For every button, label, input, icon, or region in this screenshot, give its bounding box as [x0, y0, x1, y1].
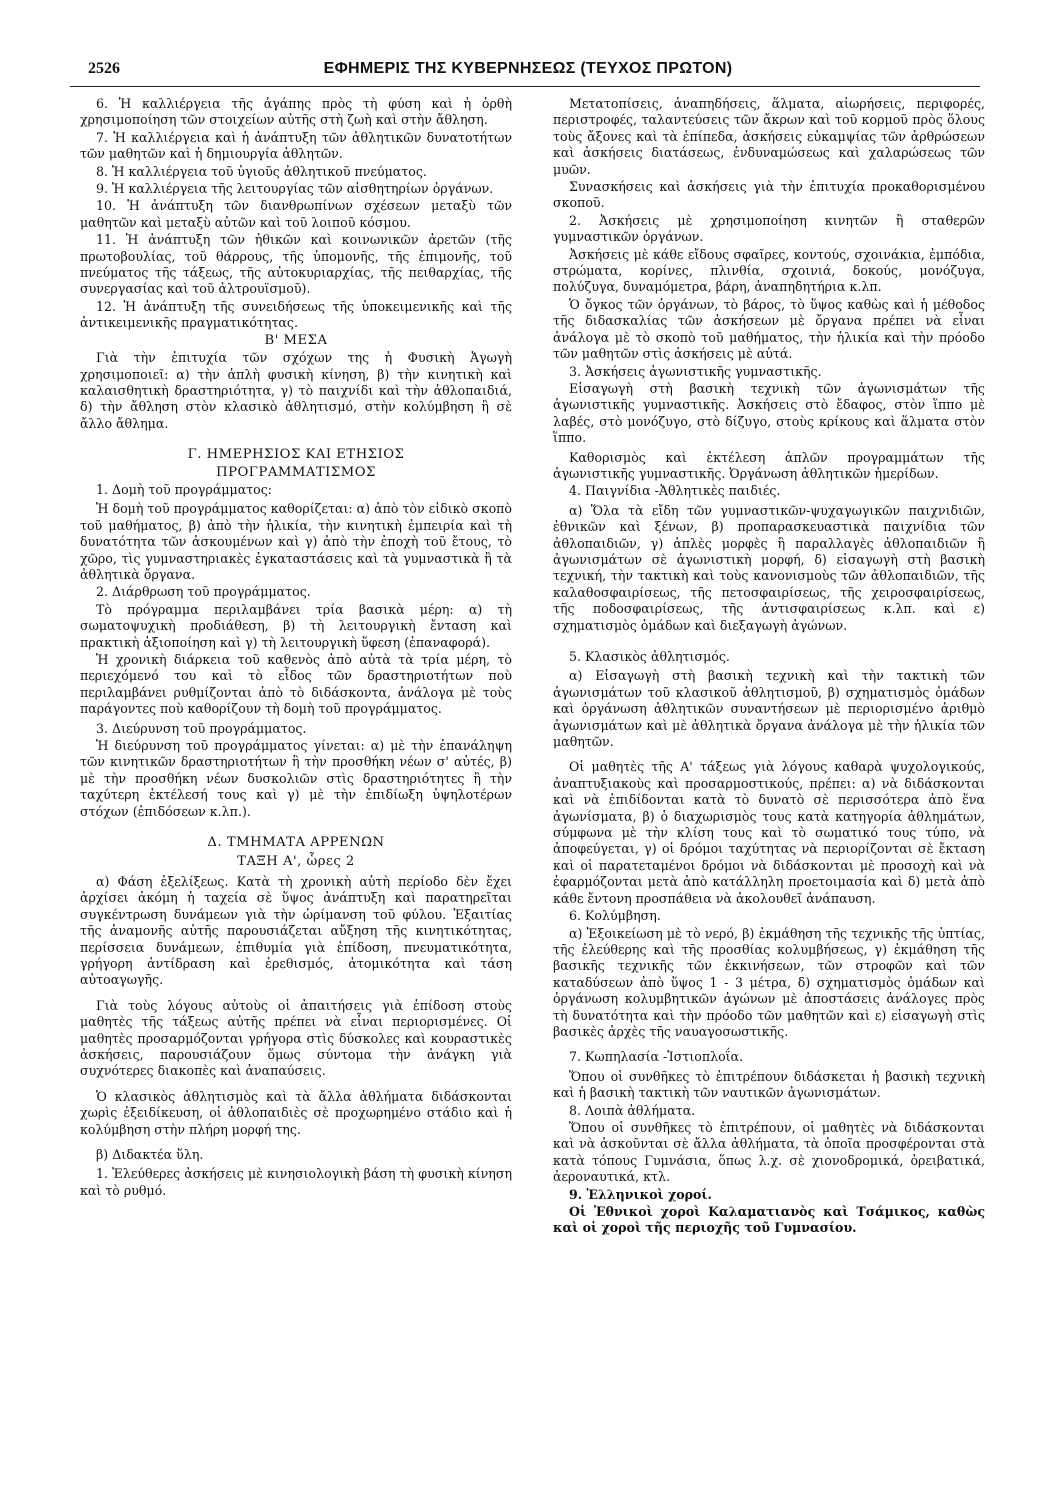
paragraph: Καθορισμὸς καὶ ἐκτέλεση ἁπλῶν προγραμμάτων τῆς ἀγωνιστικῆς γυμναστικῆς. Ὀργάνωση ἀθλητικῶν ἡμερίδων. [553, 449, 985, 481]
paragraph: 9. Ἡ καλλιέργεια τῆς λειτουργίας τῶν αἰσθητηρίων ὀργάνων. [96, 181, 494, 197]
paragraph: 1. Ἐλεύθερες ἀσκήσεις μὲ κινησιολογικὴ βάση τὴ φυσικὴ κίνηση καὶ τὸ ρυθμό. [80, 1166, 512, 1198]
paragraph: α) Φάση ἐξελίξεως. Κατὰ τὴ χρονικὴ αὐτὴ περίοδο δὲν ἔχει ἀρχίσει ἀκόμη ἡ ταχεία σὲ ὕψος ἀνάπτυξη καὶ παρατηρεῖται συγκέντρωση δυνάμεων γιὰ τὴν ὡρίμανση τοῦ φύλου. Ἐξαιτίας τῆς ἀναμονῆς αὐτῆς παρουσιάζεται αὔξηση τῆς κινητικότητας, περίσσεια δυνάμεων, ἐπιθυμία γιὰ ἐπίδοση, πνευματικότητα, γρήγορη ἀντίδραση καὶ ἐρεθισμός, ἀτομικότητα καὶ τάση αὐτοαγωγῆς. [80, 873, 512, 988]
section-heading: Β' ΜΕΣΑ [264, 332, 328, 348]
paragraph: Οἱ μαθητὲς τῆς Α' τάξεως γιὰ λόγους καθαρὰ ψυχολογικούς, ἀναπτυξιακοὺς καὶ προσαρμοστικούς, πρέπει: α) νὰ διδάσκονται καὶ νὰ ἐπιδίδονται κατὰ τὸ δυνατὸ σὲ περισσότερα ἀπὸ ἕνα ἀγωνίσματα, β) ὁ διαχωρισμὸς τους κατὰ κατηγορία ἀθλημάτων, σύμφωνα μὲ τὴν κλίση τους καὶ τὸ σωματικό τους τύπο, νὰ ἀποφεύγεται, γ) οἱ δρόμοι ταχύτητας νὰ περιορίζονται σὲ ἔκταση καὶ οἱ παρατεταμένοι δρόμοι νὰ διδάσκονται μὲ προσοχὴ καὶ νὰ ἐφαρμόζονται μετὰ ἀπὸ κατάλληλη προετοιμασία καὶ δ) μετὰ ἀπὸ κάθε ἔντονη προσπάθεια νὰ ἀκολουθεῖ ἀνάπαυση. [553, 759, 985, 906]
paragraph: Μετατοπίσεις, ἀναπηδήσεις, ἅλματα, αἰωρήσεις, περιφορές, περιστροφές, ταλαντεύσεις τῶν ἄκρων καὶ τοῦ κορμοῦ πρὸς ὅλους τοὺς ἄξονες καὶ τὰ ἐπίπεδα, ἀσκήσεις εὐκαμψίας τῶν ἀρθρώσεων καὶ ἀσκήσεις διατάσεως, ἐνδυναμώσεως καὶ χαλαρώσεως τῶν μυῶν. [553, 96, 985, 177]
paragraph: Ἀσκήσεις μὲ κάθε εἴδους σφαῖρες, κοντούς, σχοινάκια, ἐμπόδια, στρώματα, κορίνες, πλινθία, σχοινιά, δοκούς, μονόζυγα, πολύζυγα, δυναμόμετρα, βάρη, ἀναπηδητήρια κ.λπ. [553, 246, 985, 295]
paragraph: Εἰσαγωγὴ στὴ βασικὴ τεχνικὴ τῶν ἀγωνισμάτων τῆς ἀγωνιστικῆς γυμναστικῆς. Ἀσκήσεις στὸ ἔδαφος, στὸν ἵππο μὲ λαβές, στὸ μονόζυγο, στὸ δίζυγο, στοὺς κρίκους καὶ ἅλματα στὸν ἵππο. [553, 380, 985, 446]
paragraph: 6. Ἡ καλλιέργεια τῆς ἀγάπης πρὸς τὴ φύση καὶ ἡ ὀρθὴ χρησιμοποίηση τῶν στοιχείων αὐτῆς στὴ ζωὴ καὶ στὴν ἄθληση. [80, 96, 512, 128]
section-heading: Γ. ΗΜΕΡΗΣΙΟΣ ΚΑΙ ΕΤΗΣΙΟΣ [187, 447, 405, 463]
paragraph: 4. Παιγνίδια -Ἀθλητικὲς παιδιές. [569, 483, 781, 499]
paragraph: 2. Ἀσκήσεις μὲ χρησιμοποίηση κινητῶν ἢ σταθερῶν γυμναστικῶν ὀργάνων. [553, 212, 985, 245]
paragraph: 8. Ἡ καλλιέργεια τοῦ ὑγιοῦς ἀθλητικοῦ πνεύματος. [96, 163, 427, 179]
paragraph: 9. Ἑλληνικοὶ χοροί. [569, 1186, 712, 1202]
section-heading: Δ. ΤΜΗΜΑΤΑ ΑΡΡΕΝΩΝ [207, 835, 385, 851]
paragraph: 3. Ἀσκήσεις ἀγωνιστικῆς γυμναστικῆς. [569, 363, 822, 379]
paragraph: Τὸ πρόγραμμα περιλαμβάνει τρία βασικὰ μέρη: α) τὴ σωματοψυχικὴ προδιάθεση, β) τὴ λειτουργικὴ ἔνταση καὶ πρακτικὴ ἀξιοποίηση καὶ γ) τὴ λειτουργικὴ ὕφεση (ἐπαναφορά). [80, 601, 512, 650]
right-column [553, 96, 985, 1238]
header-rule [70, 86, 980, 87]
paragraph: Οἱ Ἐθνικοὶ χοροὶ Καλαματιανὸς καὶ Τσάμικος, καθὼς καὶ οἱ χοροὶ τῆς περιοχῆς τοῦ Γυμνασίου. [553, 1204, 985, 1236]
paragraph: 5. Κλασικὸς ἀθλητισμός. [569, 649, 730, 664]
paragraph: β) Διδακτέα ὕλη. [96, 1146, 204, 1162]
section-heading: ΠΡΟΓΡΑΜΜΑΤΙΣΜΟΣ [216, 464, 376, 480]
paragraph: 1. Δομὴ τοῦ προγράμματος: [96, 481, 273, 497]
paragraph: 8. Λοιπὰ ἀθλήματα. [569, 1102, 696, 1118]
paragraph: 10. Ἡ ἀνάπτυξη τῶν διανθρωπίνων σχέσεων μεταξὺ τῶν μαθητῶν καὶ μεταξὺ αὐτῶν καὶ τοῦ λοιποῦ κόσμου. [80, 198, 512, 230]
paragraph: Συνασκήσεις καὶ ἀσκήσεις γιὰ τὴν ἐπιτυχία προκαθορισμένου σκοποῦ. [553, 179, 985, 211]
paragraph: Ὁ κλασικὸς ἀθλητισμὸς καὶ τὰ ἄλλα ἀθλήματα διδάσκονται χωρὶς ἐξειδίκευση, οἱ ἀθλοπαιδιὲς σὲ προχωρημένο στάδιο καὶ ἡ κολύμβηση στὴν πλήρη μορφή της. [80, 1088, 512, 1137]
paragraph: 6. Κολύμβηση. [569, 908, 661, 924]
paragraph: 7. Ἡ καλλιέργεια καὶ ἡ ἀνάπτυξη τῶν ἀθλητικῶν δυνατοτήτων τῶν μαθητῶν καὶ ἡ δημιουργία ἀθλητῶν. [80, 129, 512, 162]
paragraph: 11. Ἡ ἀνάπτυξη τῶν ἠθικῶν καὶ κοινωνικῶν ἀρετῶν (τῆς πρωτοβουλίας, τοῦ θάρρους, τῆς ὑπομονῆς, τῆς ἐπιμονῆς, τοῦ πνεύματος τῆς τάξεως, τῆς αὐτοκυριαρχίας, τῆς πειθαρχίας, τῆς συνεργασίας καὶ τοῦ ἀλτρουϊσμοῦ). [80, 232, 512, 297]
paragraph: Ὅπου οἱ συνθῆκες τὸ ἐπιτρέπουν διδάσκεται ἡ βασικὴ τεχνικὴ καὶ ἡ βασικὴ τακτικὴ τῶν ναυτικῶν ἀγωνισμάτων. [553, 1068, 985, 1101]
paragraph: Ὅπου οἱ συνθῆκες τὸ ἐπιτρέπουν, οἱ μαθητὲς νὰ διδάσκονται καὶ νὰ ἀσκοῦνται σὲ ἄλλα ἀθλήματα, τὰ ὁποῖα προσφέρονται στὰ κατὰ τόπους Γυμνάσια, ὅπως λ.χ. σὲ χιονοδρομικά, ὀρειβατικά, ἀεροναυτικά, κτλ. [553, 1119, 985, 1185]
paragraph: 2. Διάρθρωση τοῦ προγράμματος. [96, 584, 311, 600]
paragraph: Ἡ δομὴ τοῦ προγράμματος καθορίζεται: α) ἀπὸ τὸν εἰδικὸ σκοπὸ τοῦ μαθήματος, β) ἀπὸ τὴν ἡλικία, τὴν κινητικὴ ἐμπειρία καὶ τὴ δυνατότητα τῶν ἀσκουμένων καὶ γ) ἀπὸ τὴν ἐποχὴ τοῦ ἔτους, τὸ χῶρο, τὶς γυμναστηριακὲς ἐγκαταστάσεις καὶ τὰ γυμναστικὰ ἢ τὰ ἀθλητικὰ ὄργανα. [80, 501, 513, 582]
paragraph: 3. Διεύρυνση τοῦ προγράμματος. [96, 720, 307, 736]
paragraph: 7. Κωπηλασία -Ἱστιοπλοΐα. [569, 1049, 744, 1065]
paragraph: Ἡ διεύρυνση τοῦ προγράμματος γίνεται: α) μὲ τὴν ἐπανάληψη τῶν κινητικῶν δραστηριοτήτων ἢ τὴν προσθήκη νέων σ' αὐτές, β) μὲ τὴν προσθήκη νέων δυσκολιῶν στὶς δραστηριότητες ἢ τὴν ταχύτερη ἐκτέλεσή τους καὶ γ) μὲ τὴν ἐπιδίωξη ὑψηλοτέρων στόχων (ἐπιδόσεων κ.λπ.). [80, 738, 512, 819]
paragraph: Ὁ ὄγκος τῶν ὀργάνων, τὸ βάρος, τὸ ὕψος καθὼς καὶ ἡ μέθοδος τῆς διδασκαλίας τῶν ἀσκήσεων μὲ ὄργανα πρέπει νὰ εἶναι ἀνάλογα μὲ τὸ σκοπὸ τοῦ μαθήματος, τὴν ἡλικία καὶ τὴν πρόοδο τῶν μαθητῶν στὶς ἀσκήσεις μὲ αὐτά. [553, 296, 985, 362]
paragraph: α) Εἰσαγωγὴ στὴ βασικὴ τεχνικὴ καὶ τὴν τακτικὴ τῶν ἀγωνισμάτων τοῦ κλασικοῦ ἀθλητισμοῦ, β) σχηματισμὸς ὁμάδων καὶ ὀργάνωση ἀθλητικῶν συναντήσεων μὲ περιορισμένο ἀριθμὸ ἀγωνισμάτων καὶ μὲ ἀθλητικὰ ὄργανα ἀνάλογα μὲ τὴν ἡλικία τῶν μαθητῶν. [553, 668, 985, 750]
page-number: 2526 [88, 60, 120, 77]
page-header [88, 60, 968, 86]
paragraph: Γιὰ τοὺς λόγους αὐτοὺς οἱ ἀπαιτήσεις γιὰ ἐπίδοση στοὺς μαθητὲς τῆς τάξεως αὐτῆς πρέπει νὰ εἶναι περιορισμένες. Οἱ μαθητὲς προσαρμόζονται γρήγορα στὶς δύσκολες καὶ κουραστικὲς ἀσκήσεις, παρουσιάζουν ὅμως σύντομα τὴν ἀνάγκη γιὰ συχνότερες διακοπὲς καὶ ἀναπαύσεις. [80, 997, 512, 1079]
paragraph: Ἡ χρονικὴ διάρκεια τοῦ καθενὸς ἀπὸ αὐτὰ τὰ τρία μέρη, τὸ περιεχόμενό του καὶ τὸ εἶδος τῶν δραστηριοτήτων ποὺ περιλαμβάνει ρυθμίζονται ἀπὸ τὸ διδάσκοντα, ἀνάλογα μὲ τοὺς παράγοντες ποὺ καθορίζουν τὴ δομὴ τοῦ προγράμματος. [80, 652, 512, 717]
paragraph: α) Ἐξοικείωση μὲ τὸ νερό, β) ἐκμάθηση τῆς τεχνικῆς τῆς ὑπτίας, τῆς ἐλεύθερης καὶ τῆς προσθίας κολυμβήσεως, γ) ἐκμάθηση τῆς βασικῆς τεχνικῆς τῶν ἐκκινήσεων, τῶν στροφῶν καὶ τῶν καταδύσεων ἀπὸ ὕψος 1 - 3 μέτρα, δ) σχηματισμὸς ὁμάδων καὶ ὀργάνωση κολυμβητικῶν ἀγώνων μὲ ἀποστάσεις ἀνάλογες πρὸς τὴ δυνατότητα καὶ τὴν πρόοδο τῶν μαθητῶν καὶ ε) εἰσαγωγὴ στὶς βασικὲς ἀρχὲς τῆς ναυαγοσωστικῆς. [553, 925, 985, 1039]
paragraph: Γιὰ τὴν ἐπιτυχία τῶν σχόχων της ἡ Φυσικὴ Ἀγωγὴ χρησιμοποιεῖ: α) τὴν ἁπλὴ φυσικὴ κίνηση, β) τὴν κινητικὴ καὶ καλαισθητικὴ δραστηριότητα, γ) τὸ παιχνίδι καὶ τὴν ἀθλοπαιδιά, δ) τὴν ἄθληση στὸν κλασικὸ ἀθλητισμό, στὴν κολύμβηση ἢ σὲ ἄλλο ἄθλημα. [80, 350, 512, 431]
class-heading: ΤΑΞΗ Α', ὧρες 2 [237, 854, 355, 870]
paragraph: α) Ὅλα τὰ εἴδη τῶν γυμναστικῶν-ψυχαγωγικῶν παιχνιδιῶν, ἐθνικῶν καὶ ξένων, β) προπαρασκευαστικὰ παιχνίδια τῶν ἀθλοπαιδιῶν, γ) ἁπλὲς μορφὲς ἢ παραλλαγὲς ἀθλοπαιδιῶν ἢ ἀγωνισμάτων σὲ ἀγωνιστικὴ μορφή, δ) εἰσαγωγὴ στὴ βασικὴ τεχνική, τὴν τακτικὴ καὶ τοὺς κανονισμοὺς τῶν ἀθλοπαιδιῶν, τῆς καλαθοσφαιρίσεως, τῆς πετοσφαιρίσεως, τῆς χειροσφαιρίσεως, τῆς ποδοσφαιρίσεως, τῆς ἀντισφαιρίσεως κ.λπ. καὶ ε) σχηματισμὸς ὁμάδων καὶ διεξαγωγὴ ἀγώνων. [553, 502, 985, 633]
paragraph: 12. Ἡ ἀνάπτυξη τῆς συνειδήσεως τῆς ὑποκειμενικῆς καὶ τῆς ἀντικειμενικῆς πραγματικότητας. [80, 298, 512, 331]
left-column [80, 96, 512, 1200]
publication-title: ΕΦΗΜΕΡΙΣ ΤΗΣ ΚΥΒΕΡΝΗΣΕΩΣ (ΤΕΥΧΟΣ ΠΡΩΤΟΝ) [323, 60, 733, 77]
